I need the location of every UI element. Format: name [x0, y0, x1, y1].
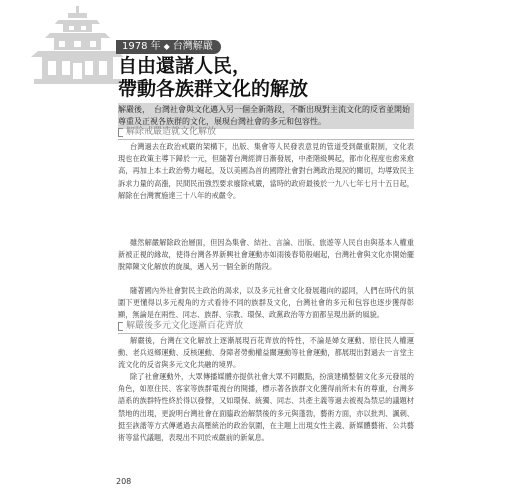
- diamond-icon: ◆: [163, 42, 170, 51]
- section-heading-2: [118, 320, 243, 332]
- lead-text: 台灣社會與文化邁入另一個全新階段，不斷出現對主流文化的反省並開始尊重及正視各族群的文化，展現台灣社會的多元和包容性。: [118, 105, 410, 126]
- title-line-2: 帶動各族群文化的解放: [118, 78, 309, 100]
- heading-divider: [118, 139, 414, 140]
- section-2-paragraph-1: 解嚴後，台灣在文化解放上逐漸展現百花齊放的特性，不論是婦女運動、原住民人權運動、老兵返鄉運動、反核運動、身障者勞動權益關運動等社會運動，都展現出對過去一言堂主流文化的反省與多元文化共融的境界。: [118, 336, 414, 370]
- era-badge: [116, 40, 221, 54]
- bracket-icon: [118, 128, 123, 137]
- bracket-icon: [118, 322, 123, 331]
- section-1-paragraph-3: 隨著國內外社會對民主政治的渴求，以及多元社會文化發展趨向的認同，人們在時代的氛圍下更懂得以多元視角的方式看待不同的族群及文化，台灣社會的多元和包容也逐步獲得彰顯，無論是在兩性、同志、族群、宗教、環保、政黨政治等方面都呈現出新的風貌。: [118, 286, 414, 320]
- section-2-paragraph-2: 除了社會運動外，大眾傳播媒體亦提供社會大眾不同觀點，扮演建構整個文化多元發展的角色，如原住民、客家等族群電視台的開播，標示著各族群文化獲得前所未有的尊重，台灣多語系的族群特性終於得以發聲，又如環保、統獨、同志、共產主義等過去被視為禁忌的議題材禁地的出現，更說明台灣社會在面臨政治解禁後的多元與蓬勃，藝術方面，亦以批判、諷刺、挺至詼諧等方式傳遞過去高壓統治的政治氛圍，在主題上出現女性主義、新媒體藝術、公共藝術等當代議題，表現出不同於戒嚴前的新氣息。: [118, 372, 414, 443]
- lead-label: 解嚴後，: [118, 105, 150, 114]
- page-number: 208: [116, 477, 132, 486]
- section-heading-text: 解除戒嚴造就文化解放: [126, 127, 217, 137]
- badge-year: 1978 年: [122, 41, 161, 52]
- section-1-paragraph-2: 雖然解嚴解除政治層面，但因為集會、結社、言論、出版、旅遊等人民自由與基本人權重新被正視的緣故，使得台灣各界新興社會運動亦如雨後春筍般崛起，台灣社會與文化亦開始擺脫障陳文化解放的旋風，邁入另一個全新的階段。: [118, 238, 414, 272]
- title-line-1: 自由還諸人民，: [118, 55, 252, 77]
- page-title: [118, 55, 438, 101]
- section-heading-text: 解嚴後多元文化逐漸百花齊放: [126, 321, 244, 331]
- heading-divider: [118, 333, 414, 334]
- badge-topic: 台灣解嚴: [172, 41, 213, 52]
- section-heading-1: [118, 126, 216, 138]
- section-1-paragraph-1: 台灣過去在政治戒嚴的架構下，出版、集會等人民發表意見的管道受到嚴重限制，文化表現也在政策主導下歸於一元，但隨著台灣經濟日漸發展，中產階級興起，都市化程度也愈來愈高，再加上本土政治勢力崛起，及以美國為首的國際社會對台灣政治現況的關切，均導致民主訴求力量的高漲，民間民而強烈要求廢除戒嚴，當時的政府最後於一九八七年七月十五日起，解除在台灣實施達三十八年的戒嚴令。: [118, 142, 414, 200]
